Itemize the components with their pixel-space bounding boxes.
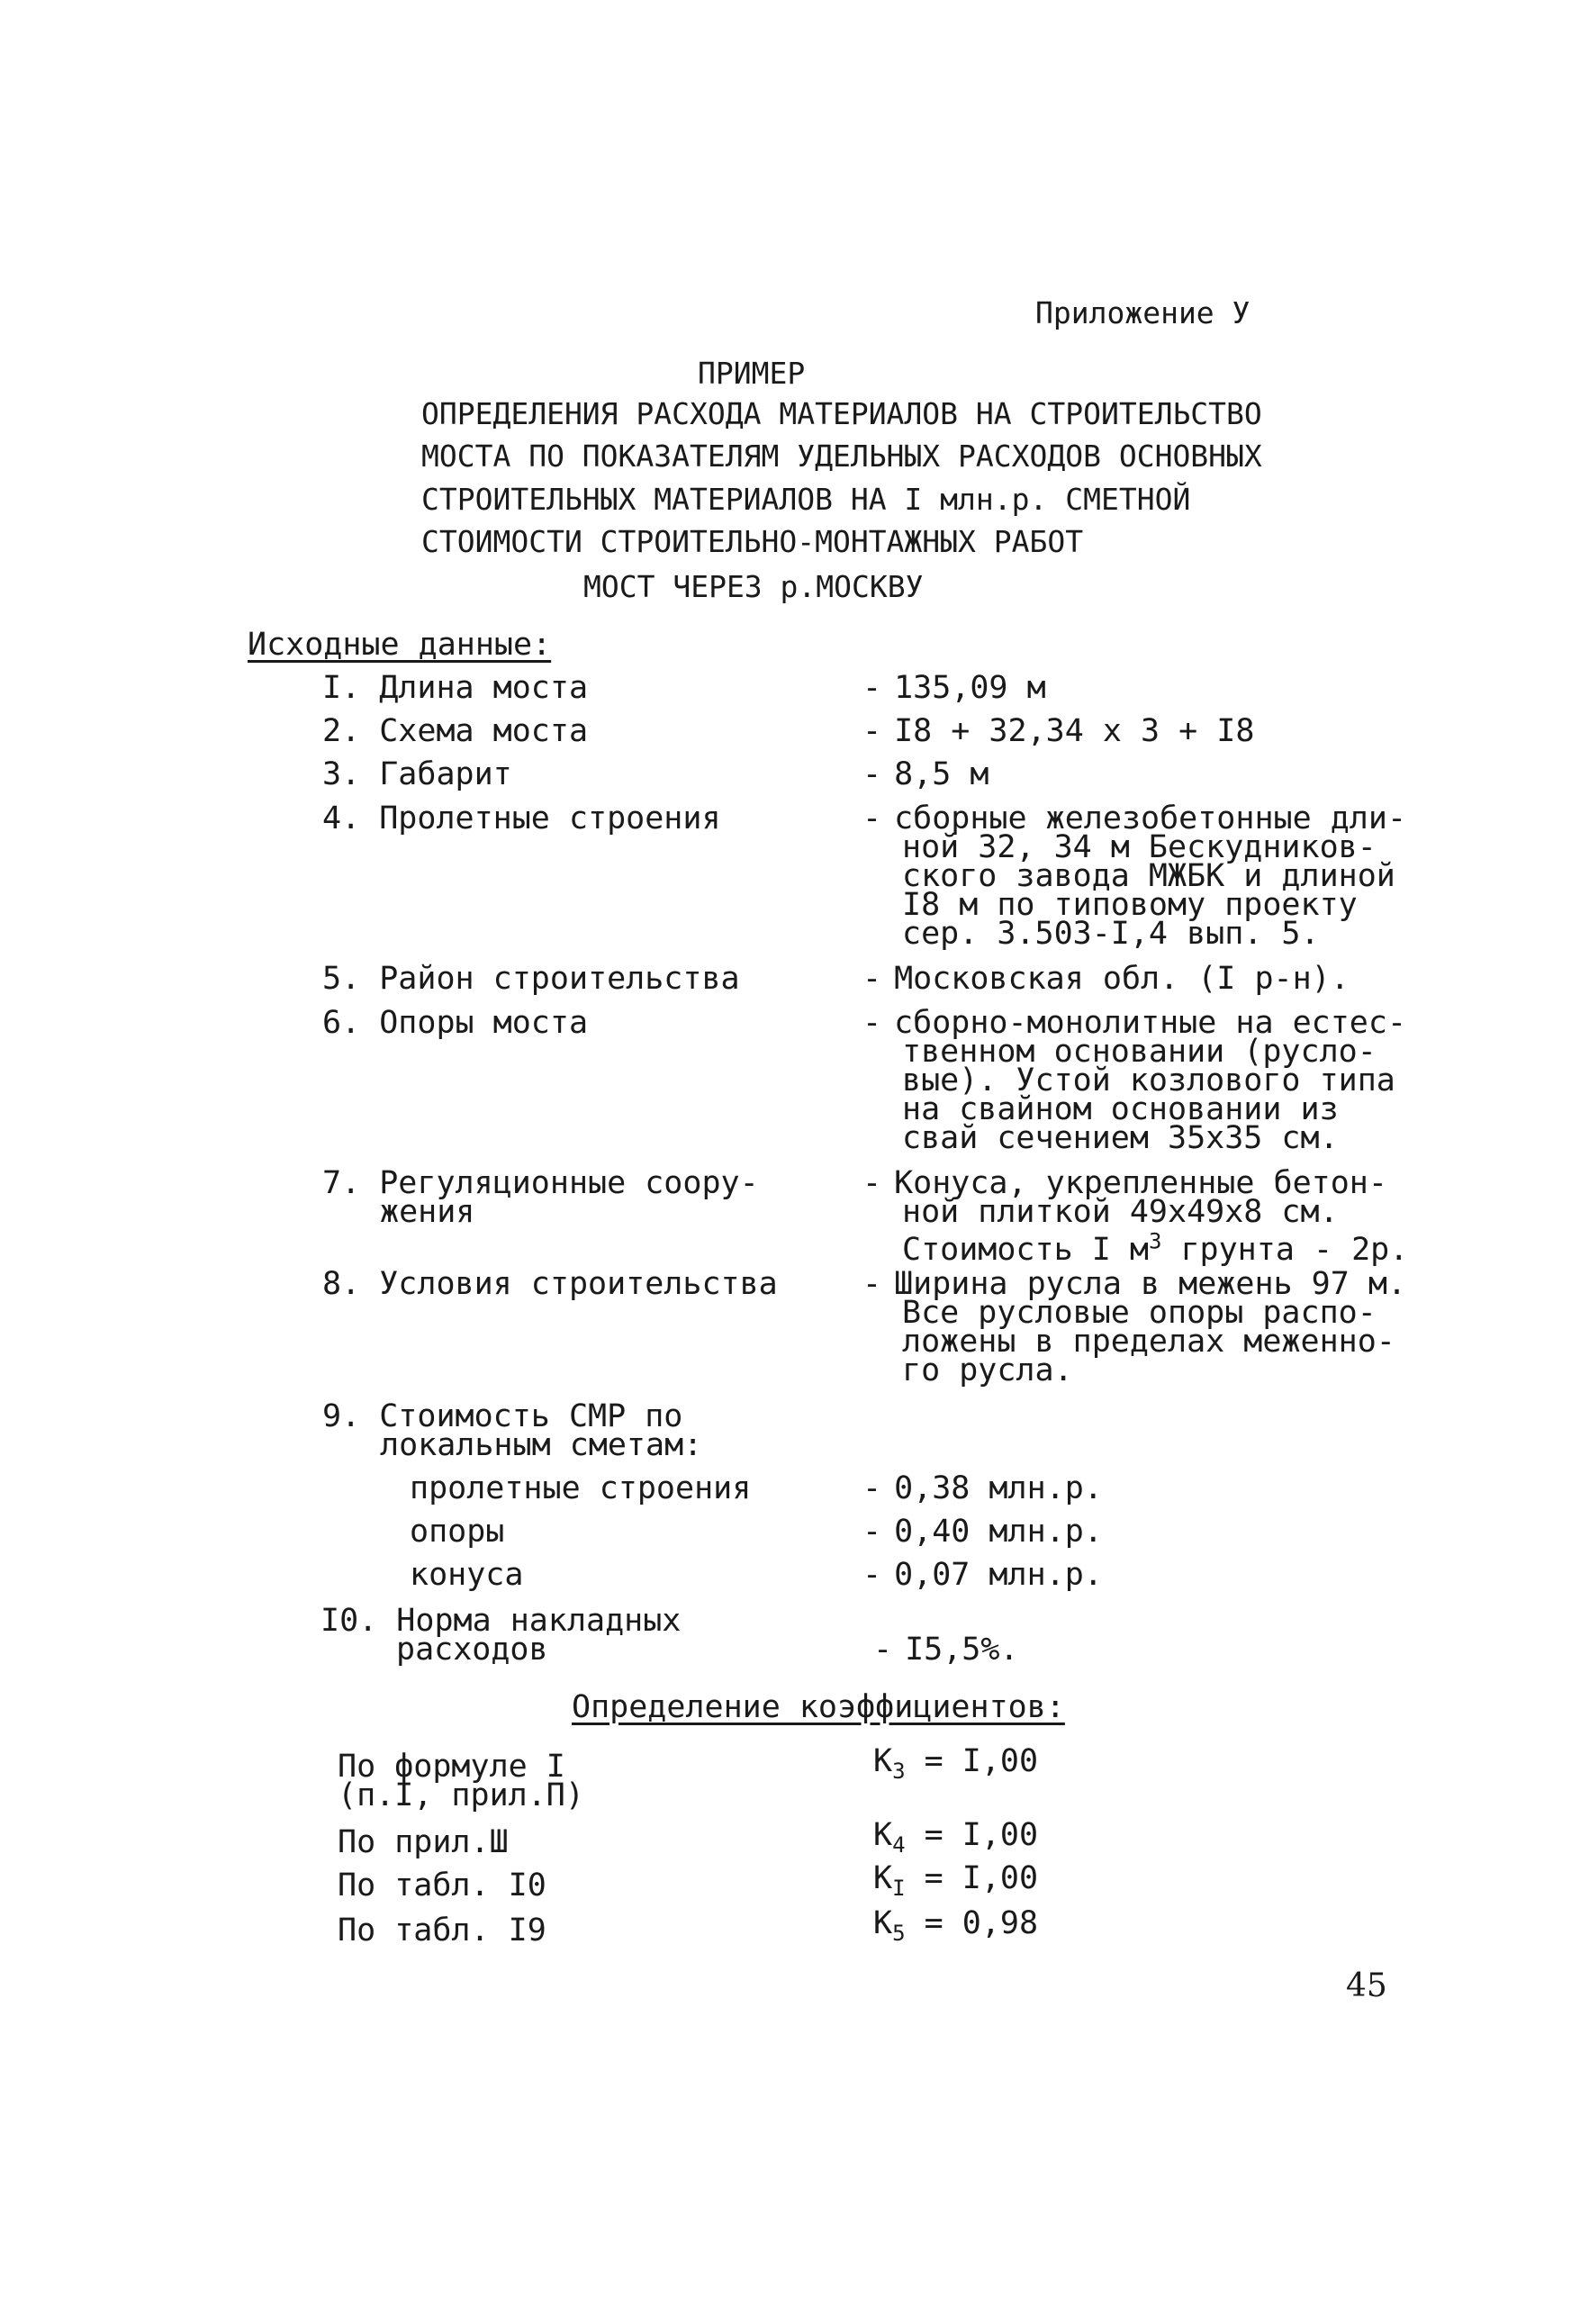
list-item	[321, 1603, 682, 1668]
item-label: расходов	[396, 1632, 548, 1668]
item-value: - сборно-монолитные на естес- твенном основании (русло- вые). Устой козлового типа на свайном основании из свай сечением 35х35 см.	[862, 1005, 1407, 1156]
coefficient-value: $К_I = I,00$	[873, 1860, 1039, 1901]
coefficients-heading: Определение коэффициентов:	[572, 1689, 1065, 1725]
item-value-text: I8 + 32,34 х 3 + I8	[894, 713, 1255, 749]
item-value-text: твенном основании (русло-	[902, 1034, 1377, 1070]
list-item	[410, 1557, 524, 1593]
item-value-text: 0,07 млн.р.	[894, 1557, 1103, 1593]
title-line-4: СТРОИТЕЛЬНЫХ МАТЕРИАЛОВ НА I млн.р. СМЕТНОЙ	[421, 482, 1191, 517]
title-line-2: ОПРЕДЕЛЕНИЯ РАСХОДА МАТЕРИАЛОВ НА СТРОИТЕЛЬСТВО	[421, 396, 1262, 431]
item-number: 4.	[322, 800, 361, 836]
item-label: Условия строительства	[379, 1266, 778, 1302]
list-item	[322, 800, 721, 836]
item-value-text: вые). Устой козлового типа	[902, 1063, 1395, 1099]
source-heading: Исходные данные:	[248, 627, 552, 663]
title-line-5: СТОИМОСТИ СТРОИТЕЛЬНО-МОНТАЖНЫХ РАБОТ	[421, 524, 1084, 559]
item-value-text: 0,40 млн.р.	[894, 1514, 1103, 1550]
item-value: - I5,5%.	[873, 1632, 1019, 1668]
list-item	[322, 1266, 778, 1302]
item-value: - 0,38 млн.р.	[862, 1470, 1103, 1506]
item-number: 5.	[322, 961, 361, 997]
item-label: Схема моста	[379, 713, 589, 749]
item-value-text: Конуса, укрепленные бетон-	[894, 1165, 1387, 1201]
coefficient-source: По табл. I0	[338, 1867, 546, 1904]
item-value-text: сер. 3.503-I,4 вып. 5.	[902, 916, 1320, 952]
item-value: - Конуса, укрепленные бетон- ной плиткой 49х49х8 см. Стоимость I $м^3$ грунта - 2р.	[862, 1165, 1409, 1268]
item-value-text: Все русловые опоры распо-	[902, 1295, 1377, 1331]
item-value: - Московская обл. (I р-н).	[862, 961, 1350, 997]
item-label: жения	[380, 1194, 475, 1230]
item-value-text: сборно-монолитные на естес-	[894, 1005, 1407, 1041]
item-value-text: 0,38 млн.р.	[894, 1470, 1103, 1506]
item-label: Норма накладных	[396, 1603, 682, 1639]
item-label: Опоры моста	[379, 1005, 589, 1041]
coefficient-source: По табл. I9	[338, 1913, 546, 1949]
list-item	[410, 1514, 505, 1550]
list-item	[322, 756, 512, 792]
item-value-text: сборные железобетонные дли-	[894, 800, 1407, 836]
item-value: - 0,40 млн.р.	[862, 1514, 1103, 1550]
item-label: Длина моста	[379, 670, 589, 706]
item-label: Габарит	[379, 756, 512, 792]
item-label: локальным сметам:	[380, 1427, 703, 1463]
list-item	[322, 713, 589, 749]
item-value-text: ского завода МЖБК и длиной	[902, 858, 1395, 894]
item-value-text: I5,5%.	[905, 1632, 1019, 1668]
item-value: - 8,5 м	[862, 756, 989, 792]
item-label: Район строительства	[379, 961, 740, 997]
item-number: 3.	[322, 756, 361, 792]
list-item	[410, 1470, 752, 1506]
item-number: 8.	[322, 1266, 361, 1302]
item-number: 7.	[322, 1165, 361, 1201]
item-value-text: 8,5 м	[894, 756, 989, 792]
item-value-text: ложены в пределах меженно-	[902, 1324, 1395, 1360]
item-value-text: го русла.	[902, 1352, 1073, 1388]
item-value-text: I8 м по типовому проекту	[902, 887, 1358, 923]
item-value-text: Московская обл. (I р-н).	[894, 961, 1350, 997]
title-line-3: МОСТА ПО ПОКАЗАТЕЛЯМ УДЕЛЬНЫХ РАСХОДОВ ОСНОВНЫХ	[421, 439, 1262, 474]
item-value-text: Ширина русла в межень 97 м.	[894, 1266, 1407, 1302]
item-value-text: ной 32, 34 м Бескудников-	[902, 829, 1377, 865]
item-label: опоры	[410, 1514, 505, 1550]
item-value: - 135,09 м	[862, 670, 1046, 706]
cost-line: Стоимость I $м^3$ грунта - 2р.	[902, 1228, 1409, 1268]
item-label: пролетные строения	[410, 1470, 752, 1506]
coefficient-source: По прил.Ш	[338, 1824, 509, 1860]
item-label: Пролетные строения	[379, 800, 721, 836]
item-number: I.	[322, 670, 361, 706]
page-number: 45	[1346, 1967, 1387, 2004]
item-value: - 0,07 млн.р.	[862, 1557, 1103, 1593]
title-line-1: ПРИМЕР	[698, 356, 806, 391]
coefficient-value: $К_4 = I,00$	[873, 1817, 1039, 1858]
list-item	[322, 1005, 589, 1041]
item-label: Регуляционные соору-	[379, 1165, 759, 1201]
list-item	[322, 1165, 759, 1230]
appendix-label: Приложение У	[1035, 295, 1250, 330]
title-line-6: МОСТ ЧЕРЕЗ р.МОСКВУ	[583, 569, 924, 604]
coefficient-value: $К_3 = I,00$	[873, 1743, 1039, 1784]
coefficient-value: $К_5 = 0,98$	[873, 1905, 1039, 1946]
item-label: Стоимость СМР по	[379, 1398, 683, 1434]
item-value-text: 135,09 м	[894, 670, 1046, 706]
item-number: I0.	[321, 1603, 378, 1639]
item-value: - сборные железобетонные дли- ной 32, 34 м Бескудников- ского завода МЖБК и длиной I8 м по типовому проекту сер. 3.503-I,4 вып. 5.	[862, 800, 1407, 952]
item-value-text: ной плиткой 49х49х8 см.	[902, 1194, 1339, 1230]
list-item	[322, 1398, 703, 1463]
item-number: 2.	[322, 713, 361, 749]
list-item	[322, 670, 589, 706]
item-value-text: на свайном основании из	[902, 1091, 1339, 1127]
list-item	[322, 961, 740, 997]
item-value: - I8 + 32,34 х 3 + I8	[862, 713, 1255, 749]
item-value-text: свай сечением 35х35 см.	[902, 1120, 1339, 1156]
item-number: 6.	[322, 1005, 361, 1041]
item-label: конуса	[410, 1557, 524, 1593]
item-number: 9.	[322, 1398, 361, 1434]
item-value: - Ширина русла в межень 97 м. Все русловые опоры распо- ложены в пределах меженно- го русла.	[862, 1266, 1407, 1388]
coefficient-source: По формуле I (п.I, прил.П)	[338, 1749, 584, 1813]
